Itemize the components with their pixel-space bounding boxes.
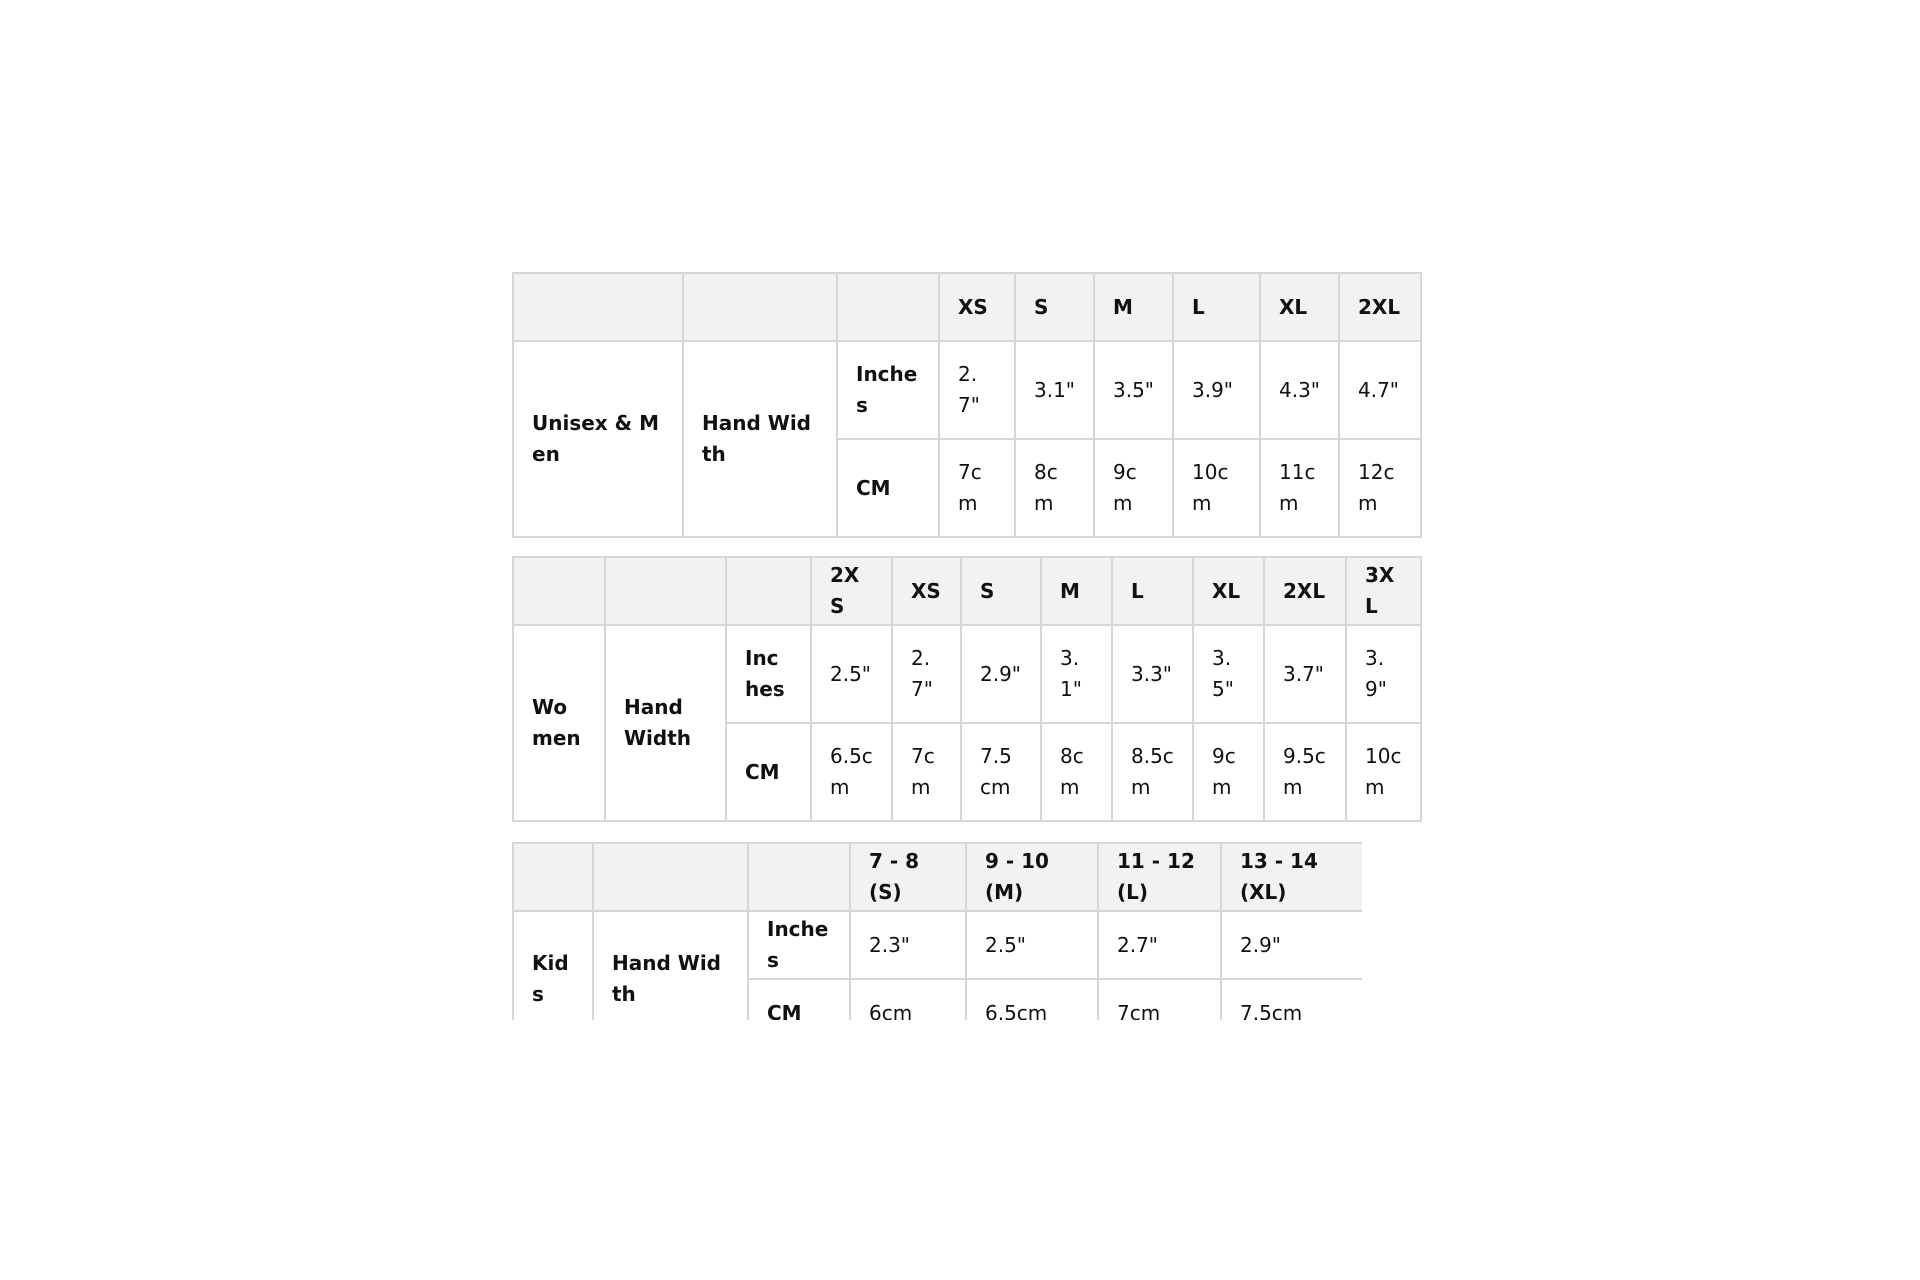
size-header: 7 - 8 (S) [850, 843, 966, 911]
unit-label: CM [837, 439, 939, 537]
measure-label: Hand Width [593, 911, 748, 1020]
empty-header-cell [513, 843, 593, 911]
size-header: 3XL [1346, 557, 1421, 625]
value-cell: 2.3" [850, 911, 966, 979]
size-header: 11 - 12 (L) [1098, 843, 1221, 911]
size-header: S [961, 557, 1041, 625]
group-label: Kids [513, 911, 593, 1020]
size-header: XS [892, 557, 961, 625]
value-cell: 8cm [1015, 439, 1094, 537]
empty-header-cell [683, 273, 837, 341]
value-cell: 3.3" [1112, 625, 1193, 723]
size-header: M [1041, 557, 1112, 625]
table-row [513, 341, 1421, 439]
unit-label: Inches [726, 625, 811, 723]
value-cell: 6.5cm [811, 723, 892, 821]
kids-table-viewport [512, 842, 1362, 1020]
value-cell: 2.7" [939, 341, 1015, 439]
value-cell: 10cm [1173, 439, 1260, 537]
size-header: L [1173, 273, 1260, 341]
size-header: 2XL [1339, 273, 1421, 341]
measure-label: Hand Width [605, 625, 726, 821]
empty-header-cell [593, 843, 748, 911]
value-cell: 9cm [1094, 439, 1173, 537]
value-cell: 7cm [1098, 979, 1221, 1020]
unit-label: CM [748, 979, 850, 1020]
size-header: XL [1260, 273, 1339, 341]
value-cell: 9.5cm [1264, 723, 1346, 821]
size-table-women [512, 556, 1422, 822]
value-cell: 8cm [1041, 723, 1112, 821]
empty-header-cell [837, 273, 939, 341]
table-row [513, 911, 1362, 979]
value-cell: 6.5cm [966, 979, 1098, 1020]
size-header: 2XS [811, 557, 892, 625]
value-cell: 2.5" [966, 911, 1098, 979]
size-header: 2XL [1264, 557, 1346, 625]
size-header: 9 - 10 (M) [966, 843, 1098, 911]
value-cell: 7cm [892, 723, 961, 821]
value-cell: 4.3" [1260, 341, 1339, 439]
unit-label: Inches [748, 911, 850, 979]
table-row [513, 625, 1421, 723]
size-header: 13 - 14 (XL) [1221, 843, 1362, 911]
size-header-row [513, 273, 1421, 341]
value-cell: 4.7" [1339, 341, 1421, 439]
empty-header-cell [726, 557, 811, 625]
value-cell: 8.5cm [1112, 723, 1193, 821]
empty-header-cell [605, 557, 726, 625]
empty-header-cell [513, 273, 683, 341]
value-cell: 11cm [1260, 439, 1339, 537]
value-cell: 3.9" [1173, 341, 1260, 439]
value-cell: 3.7" [1264, 625, 1346, 723]
value-cell: 7cm [939, 439, 1015, 537]
value-cell: 10cm [1346, 723, 1421, 821]
value-cell: 3.5" [1094, 341, 1173, 439]
value-cell: 2.9" [961, 625, 1041, 723]
value-cell: 7.5cm [961, 723, 1041, 821]
size-header: XS [939, 273, 1015, 341]
value-cell: 2.7" [1098, 911, 1221, 979]
value-cell: 2.5" [811, 625, 892, 723]
value-cell: 3.9" [1346, 625, 1421, 723]
group-label: Women [513, 625, 605, 821]
size-header: XL [1193, 557, 1264, 625]
value-cell: 6cm [850, 979, 966, 1020]
empty-header-cell [513, 557, 605, 625]
size-header: L [1112, 557, 1193, 625]
size-header: S [1015, 273, 1094, 341]
value-cell: 9cm [1193, 723, 1264, 821]
empty-header-cell [748, 843, 850, 911]
value-cell: 3.1" [1041, 625, 1112, 723]
value-cell: 3.5" [1193, 625, 1264, 723]
size-table-unisex-men [512, 272, 1422, 538]
size-header-row [513, 843, 1362, 911]
size-header-row [513, 557, 1421, 625]
group-label: Unisex & Men [513, 341, 683, 537]
unit-label: Inches [837, 341, 939, 439]
value-cell: 12cm [1339, 439, 1421, 537]
size-header: M [1094, 273, 1173, 341]
measure-label: Hand Width [683, 341, 837, 537]
value-cell: 2.9" [1221, 911, 1362, 979]
value-cell: 3.1" [1015, 341, 1094, 439]
unit-label: CM [726, 723, 811, 821]
value-cell: 7.5cm [1221, 979, 1362, 1020]
value-cell: 2.7" [892, 625, 961, 723]
size-table-kids [512, 842, 1362, 1020]
